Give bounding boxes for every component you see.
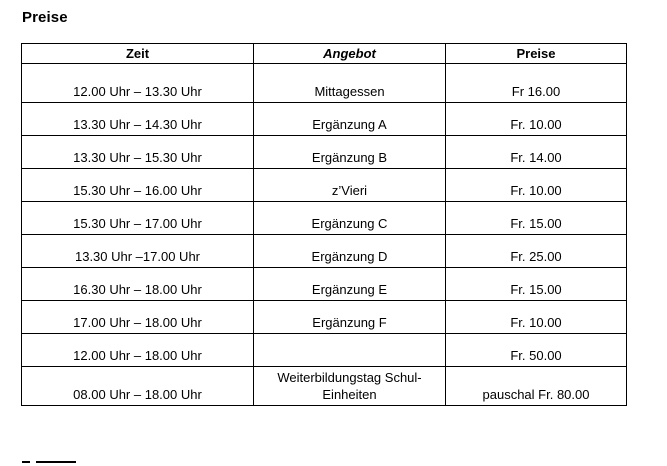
offer-cell: Ergänzung E: [254, 268, 446, 301]
time-cell: 16.30 Uhr – 18.00 Uhr: [22, 268, 254, 301]
offer-cell: z’Vieri: [254, 169, 446, 202]
offer-cell: Ergänzung A: [254, 103, 446, 136]
table-row: [22, 367, 627, 406]
price-cell: Fr. 10.00: [446, 169, 627, 202]
table-row: [22, 64, 627, 103]
table-row: [22, 268, 627, 301]
time-cell: 12.00 Uhr – 13.30 Uhr: [22, 64, 254, 103]
offer-cell: Weiterbildungstag Schul-Einheiten: [254, 367, 446, 406]
table-row: [22, 301, 627, 334]
column-header-zeit: Zeit: [22, 44, 254, 64]
price-cell: pauschal Fr. 80.00: [446, 367, 627, 406]
time-cell: 15.30 Uhr – 16.00 Uhr: [22, 169, 254, 202]
section-heading: Preise: [22, 9, 68, 26]
offer-cell: [254, 334, 446, 367]
price-cell: Fr. 10.00: [446, 103, 627, 136]
time-cell: 13.30 Uhr – 14.30 Uhr: [22, 103, 254, 136]
price-table: [21, 43, 627, 406]
offer-cell: Ergänzung C: [254, 202, 446, 235]
table-row: [22, 202, 627, 235]
time-cell: 08.00 Uhr – 18.00 Uhr: [22, 367, 254, 406]
offer-cell: Ergänzung D: [254, 235, 446, 268]
price-cell: Fr. 25.00: [446, 235, 627, 268]
offer-cell: Ergänzung B: [254, 136, 446, 169]
price-cell: Fr. 14.00: [446, 136, 627, 169]
price-cell: Fr. 50.00: [446, 334, 627, 367]
price-cell: Fr. 15.00: [446, 202, 627, 235]
price-cell: Fr. 15.00: [446, 268, 627, 301]
table-row: [22, 235, 627, 268]
price-cell: Fr 16.00: [446, 64, 627, 103]
time-cell: 12.00 Uhr – 18.00 Uhr: [22, 334, 254, 367]
time-cell: 17.00 Uhr – 18.00 Uhr: [22, 301, 254, 334]
column-header-angebot: Angebot: [254, 44, 446, 64]
table-row: [22, 334, 627, 367]
time-cell: 15.30 Uhr – 17.00 Uhr: [22, 202, 254, 235]
table-row: [22, 169, 627, 202]
cut-off-text-fragment: [22, 458, 82, 466]
price-cell: Fr. 10.00: [446, 301, 627, 334]
table-header-row: [22, 44, 627, 64]
column-header-preise: Preise: [446, 44, 627, 64]
time-cell: 13.30 Uhr –17.00 Uhr: [22, 235, 254, 268]
table-row: [22, 103, 627, 136]
table-row: [22, 136, 627, 169]
offer-cell: Mittagessen: [254, 64, 446, 103]
time-cell: 13.30 Uhr – 15.30 Uhr: [22, 136, 254, 169]
offer-cell: Ergänzung F: [254, 301, 446, 334]
